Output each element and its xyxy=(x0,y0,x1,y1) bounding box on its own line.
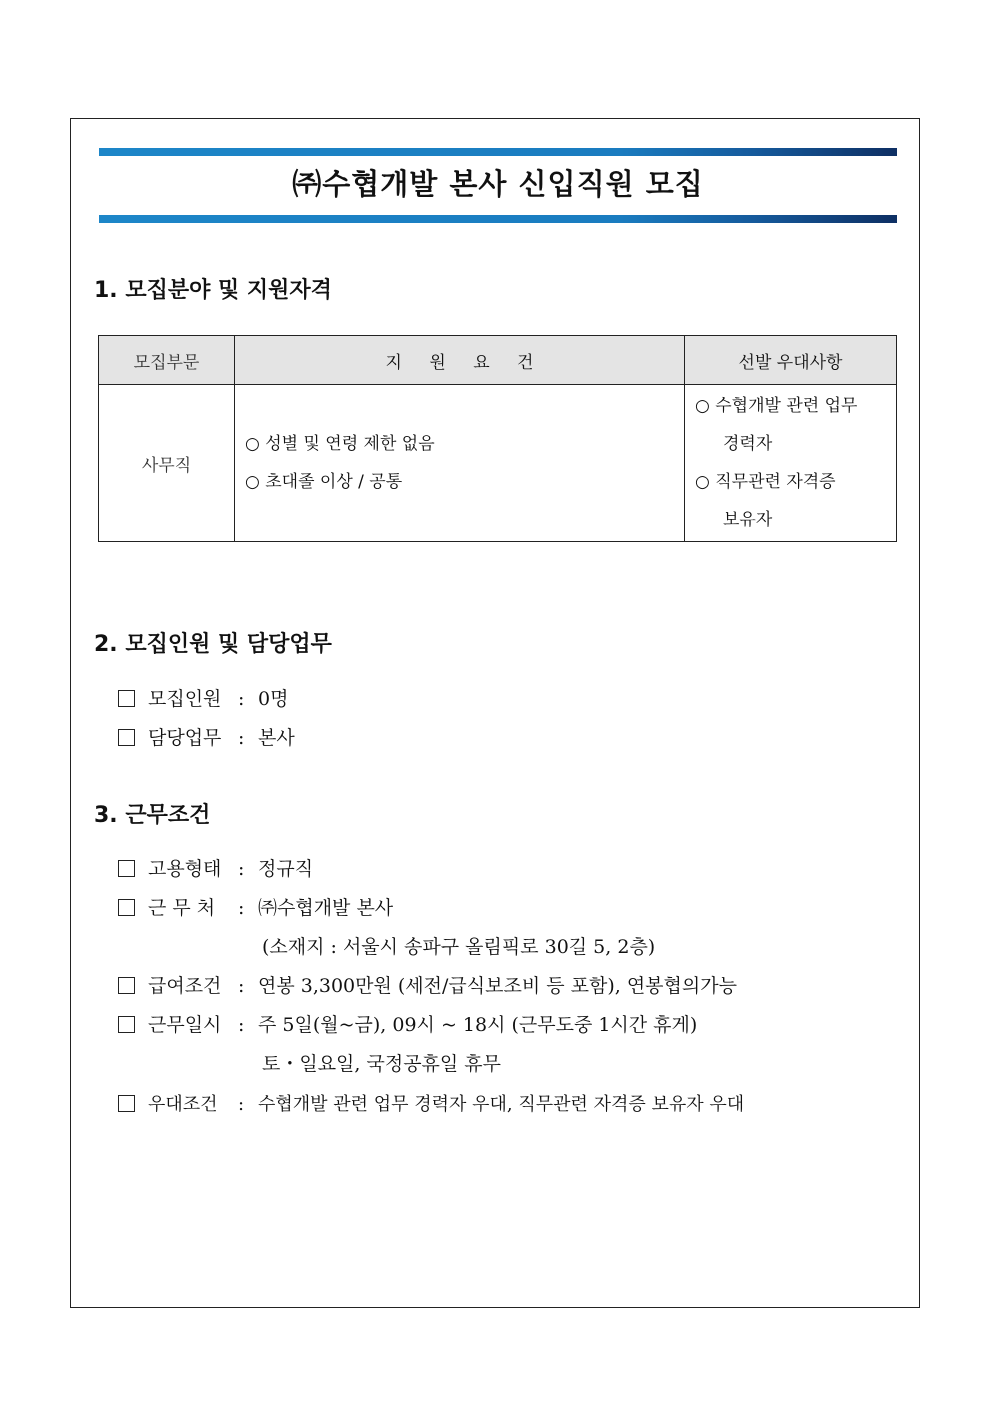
salary-label: 급여조건 xyxy=(148,975,222,997)
preference-item: ○ 수협개발 관련 업무 xyxy=(695,396,858,416)
work-hours-row xyxy=(118,1010,697,1040)
colon: : xyxy=(238,1094,245,1115)
section-3-heading: 3. 근무조건 xyxy=(94,803,211,828)
requirements-table xyxy=(98,335,897,542)
recruit-count-row xyxy=(118,684,288,714)
employment-type-label: 고용형태 xyxy=(148,858,222,880)
title-bar-bottom xyxy=(99,215,897,223)
colon: : xyxy=(238,858,245,880)
colon: : xyxy=(238,727,245,749)
preference-label: 우대조건 xyxy=(148,1094,218,1115)
page-title: ㈜수협개발 본사 신입직원 모집 xyxy=(292,167,704,201)
table-row xyxy=(99,385,897,542)
checkbox-icon xyxy=(118,977,135,994)
header-preferences: 선발 우대사항 xyxy=(685,336,897,385)
salary-row xyxy=(118,971,737,1001)
colon: : xyxy=(238,897,245,919)
checkbox-icon xyxy=(118,729,135,746)
duty-value: 본사 xyxy=(258,727,295,749)
checkbox-icon xyxy=(118,860,135,877)
preference-row xyxy=(118,1090,744,1120)
preference-value: 수협개발 관련 업무 경력자 우대, 직무관련 자격증 보유자 우대 xyxy=(258,1094,745,1115)
preferences-cell xyxy=(685,385,897,542)
header-dept: 모집부문 xyxy=(99,336,235,385)
header-requirements: 지 원 요 건 xyxy=(235,336,685,385)
workplace-row xyxy=(118,893,393,923)
checkbox-icon xyxy=(118,1016,135,1033)
section-2-heading: 2. 모집인원 및 담당업무 xyxy=(94,632,332,657)
checkbox-icon xyxy=(118,690,135,707)
employment-type-value: 정규직 xyxy=(258,858,314,880)
requirement-item: ○ 초대졸 이상 / 공통 xyxy=(245,472,403,492)
recruit-count-value: 0명 xyxy=(258,688,289,710)
checkbox-icon xyxy=(118,899,135,916)
table-header-row xyxy=(99,336,897,385)
salary-value: 연봉 3,300만원 (세전/급식보조비 등 포함), 연봉협의가능 xyxy=(258,975,737,997)
dept-cell: 사무직 xyxy=(99,385,235,542)
checkbox-icon xyxy=(118,1095,135,1112)
preference-item: ○ 직무관련 자격증 xyxy=(695,472,836,492)
colon: : xyxy=(238,688,245,710)
work-hours-label: 근무일시 xyxy=(148,1014,222,1036)
requirements-cell xyxy=(235,385,685,542)
workplace-address: (소재지 : 서울시 송파구 올림픽로 30길 5, 2층) xyxy=(262,936,656,958)
colon: : xyxy=(238,1014,245,1036)
employment-type-row xyxy=(118,854,313,884)
requirement-item: ○ 성별 및 연령 제한 없음 xyxy=(245,434,435,454)
preference-item-cont: 보유자 xyxy=(723,510,773,530)
section-1-heading: 1. 모집분야 및 지원자격 xyxy=(94,278,332,303)
duty-row xyxy=(118,723,295,753)
duty-label: 담당업무 xyxy=(148,727,222,749)
workplace-value: ㈜수협개발 본사 xyxy=(258,897,394,919)
recruit-count-label: 모집인원 xyxy=(148,688,222,710)
preference-item-cont: 경력자 xyxy=(723,434,773,454)
work-hours-value: 주 5일(월~금), 09시 ~ 18시 (근무도중 1시간 휴게) xyxy=(258,1014,698,1036)
colon: : xyxy=(238,975,245,997)
title-bar-top xyxy=(99,148,897,156)
work-hours-holidays: 토・일요일, 국정공휴일 휴무 xyxy=(262,1053,502,1075)
workplace-label: 근 무 처 xyxy=(148,897,216,919)
